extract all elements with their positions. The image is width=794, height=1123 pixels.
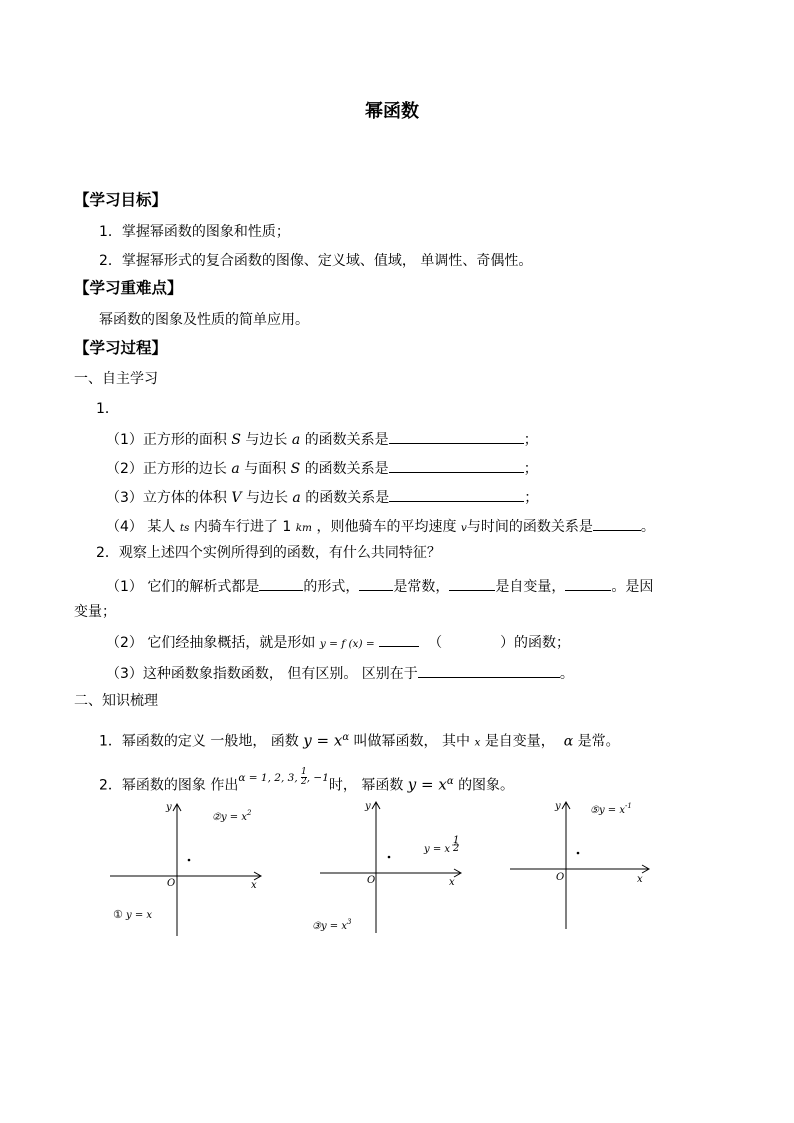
q1-label: 1． [96, 401, 119, 417]
x-axis-label: x [449, 877, 455, 888]
q1-item-1: （1）正方形的面积 S 与边长 a 的函数关系是 ； [106, 432, 538, 448]
answer-blank[interactable] [389, 488, 524, 502]
q2-text: 2．观察上述四个实例所得到的函数，有什么共同特征？ [96, 545, 441, 561]
graph-3 [502, 795, 662, 940]
answer-blank[interactable] [259, 577, 303, 591]
q2-item-1: （1） 它们的解析式都是 的形式， 是常数， 是自变量， 。是因 [106, 579, 654, 595]
answer-blank[interactable] [449, 577, 495, 591]
key-points-text: 幂函数的图象及性质的简单应用。 [99, 312, 309, 328]
graph-1 [100, 795, 270, 940]
page-title: 幂函数 [365, 101, 419, 122]
q2-item-3: （3）这种函数象指数函数， 但有区别。 区别在于 。 [106, 666, 574, 682]
point-marker [188, 859, 191, 862]
answer-blank[interactable] [418, 664, 560, 678]
point-marker [577, 852, 580, 855]
power-function-graph-instruction: 2．幂函数的图象 作出$^{\alpha = 1, 2, 3, \frac{1}{2} , -1}$时， 幂函数 $y = x^\alpha$ 的图象。 [99, 767, 515, 794]
power-function-definition: 1．幂函数的定义 一般地， 函数 $y = x^\alpha$ 叫做幂函数， 其中 x 是自变量， α 是常。 [99, 731, 620, 750]
y-axis-label: y [166, 802, 172, 813]
answer-blank[interactable] [389, 459, 524, 473]
x-axis-label: x [251, 880, 257, 891]
y-axis-label: y [365, 801, 371, 812]
y-axis-label: y [555, 801, 561, 812]
section-heading-goals: 【学习目标】 [74, 191, 168, 209]
curve-label-3: ③y = $x^3$ [312, 918, 352, 932]
curve-label-5: ⑤y = $x^{-1}$ [590, 802, 632, 816]
origin-label: O [556, 872, 565, 883]
q1-item-2: （2）正方形的边长 a 与面积 S 的函数关系是 ； [106, 461, 538, 477]
goal-item: 2．掌握幂形式的复合函数的图像、定义域、值域， 单调性、奇偶性。 [99, 253, 533, 269]
q2-item-1-continued: 变量； [74, 604, 116, 620]
q1-item-4: （4） 某人 ts 内骑车行进了 1 km ，则他骑车的平均速度 v与时间的函数关系是 。 [106, 519, 655, 535]
q1-item-3: （3）立方体的体积 V 与边长 a 的函数关系是 ； [106, 490, 539, 506]
answer-blank[interactable] [565, 577, 611, 591]
curve-label-1-num: ① [113, 908, 123, 921]
answer-blank[interactable] [379, 633, 419, 647]
answer-blank[interactable] [593, 517, 641, 531]
exponent-numerator: 1 [453, 835, 460, 846]
goal-item: 1．掌握幂函数的图象和性质； [99, 224, 290, 240]
alpha-values: α = 1, 2, 3, 1 2 , −1 [238, 767, 329, 788]
curve-label-sqrt: y = x [424, 844, 451, 855]
point-marker [388, 856, 391, 859]
curve-label-1: y = x [126, 910, 153, 921]
answer-blank[interactable] [389, 430, 524, 444]
section-heading-process: 【学习过程】 [74, 339, 168, 357]
part2-heading: 二、知识梳理 [74, 693, 158, 709]
curve-label-2: ②y = $x^2$ [212, 809, 252, 823]
exponent-denominator: 2 [453, 843, 460, 854]
graph-2 [312, 795, 472, 940]
answer-blank[interactable] [359, 577, 393, 591]
origin-label: O [167, 878, 176, 889]
part1-heading: 一、自主学习 [74, 371, 158, 387]
origin-label: O [367, 875, 376, 886]
section-heading-key-points: 【学习重难点】 [74, 279, 183, 297]
x-axis-label: x [637, 874, 643, 885]
q2-item-2: （2） 它们经抽象概括，就是形如 y = f (x) = （ ）的函数； [106, 635, 571, 651]
